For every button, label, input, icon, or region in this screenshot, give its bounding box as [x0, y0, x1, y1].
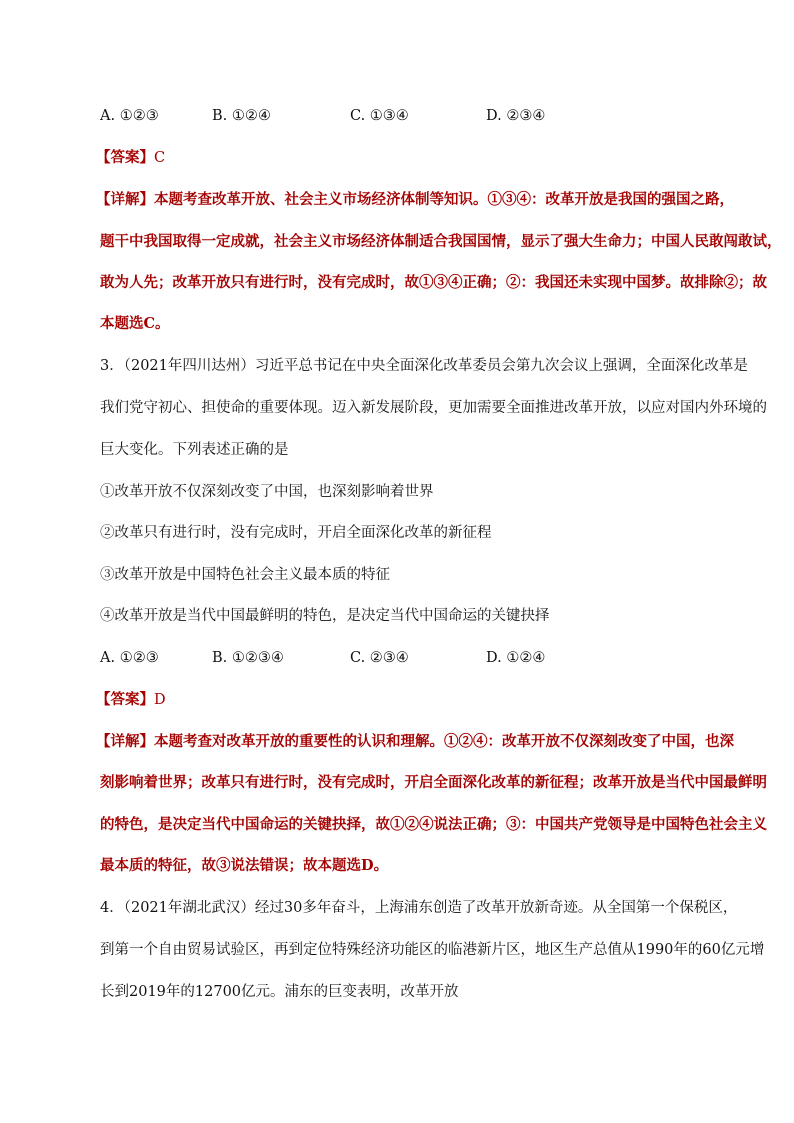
detail-label: 【详解】: [96, 191, 154, 208]
answer-label: 【答案】: [96, 691, 154, 708]
q3-answer: [96, 690, 166, 710]
q4-stem-line-1: 4．（2021年湖北武汉）经过30多年奋斗，上海浦东创造了改革开放新奇迹。从全国第一个保税区，: [100, 900, 738, 916]
q2-answer: [96, 148, 165, 168]
q3-detail-line-1: [96, 732, 734, 752]
q3-statement-2: ②改革只有进行时，没有完成时，开启全面深化改革的新征程: [100, 525, 492, 541]
q2-detail-line-1: [96, 190, 734, 210]
answer-value: D: [154, 692, 166, 708]
q3-detail-line-2: 刻影响着世界；改革只有进行时，没有完成时，开启全面深化改革的新征程；改革开放是当代中国最鲜明: [100, 774, 767, 791]
q2-detail-line-2: 题干中我国取得一定成就，社会主义市场经济体制适合我国国情，显示了强大生命力；中国人民敢闯敢试，: [100, 233, 782, 250]
q3-stem-line-2: 我们党守初心、担使命的重要体现。迈入新发展阶段，更加需要全面推进改革开放，以应对国内外环境的: [100, 400, 767, 416]
q3-stem-line-1: 3．（2021年四川达州）习近平总书记在中央全面深化改革委员会第九次会议上强调，全面深化改革是: [100, 358, 748, 374]
q3-detail-line-3: 的特色，是决定当代中国命运的关键抉择，故①②④说法正确；③：中国共产党领导是中国特色社会主义: [100, 816, 767, 833]
detail-text: 本题考查改革开放、社会主义市场经济体制等知识。①③④：改革开放是我国的强国之路，: [154, 191, 734, 208]
q3-detail-line-4: 最本质的特征，故③说法错误；故本题选D。: [100, 857, 389, 874]
q3-option-c: C. ②③④: [350, 650, 409, 666]
q4-stem-line-3: 长到2019年的12700亿元。浦东的巨变表明，改革开放: [100, 984, 459, 1000]
answer-label: 【答案】: [96, 149, 154, 166]
q4-stem-line-2: 到第一个自由贸易试验区，再到定位特殊经济功能区的临港新片区，地区生产总值从1990年的60亿元增: [100, 942, 765, 958]
q2-option-b: B. ①②④: [212, 108, 271, 124]
q2-option-d: D. ②③④: [486, 108, 546, 124]
q2-detail-line-4: 本题选C。: [100, 315, 170, 332]
q3-option-b: B. ①②③④: [212, 650, 284, 666]
q3-statement-1: ①改革开放不仅深刻改变了中国，也深刻影响着世界: [100, 484, 434, 500]
q3-statement-3: ③改革开放是中国特色社会主义最本质的特征: [100, 567, 390, 583]
detail-text: 本题考查对改革开放的重要性的认识和理解。①②④：改革开放不仅深刻改变了中国，也深: [154, 733, 734, 750]
q3-stem-line-3: 巨大变化。下列表述正确的是: [100, 442, 289, 458]
detail-label: 【详解】: [96, 733, 154, 750]
q3-option-d: D. ①②④: [486, 650, 546, 666]
q2-option-c: C. ①③④: [350, 108, 409, 124]
q3-statement-4: ④改革开放是当代中国最鲜明的特色，是决定当代中国命运的关键抉择: [100, 608, 550, 624]
q2-detail-line-3: 敢为人先；改革开放只有进行时，没有完成时，故①③④正确；②：我国还未实现中国梦。故排除②；故: [100, 274, 767, 291]
q3-option-a: A. ①②③: [100, 650, 159, 666]
q2-option-a: A. ①②③: [100, 108, 159, 124]
answer-value: C: [154, 150, 166, 166]
